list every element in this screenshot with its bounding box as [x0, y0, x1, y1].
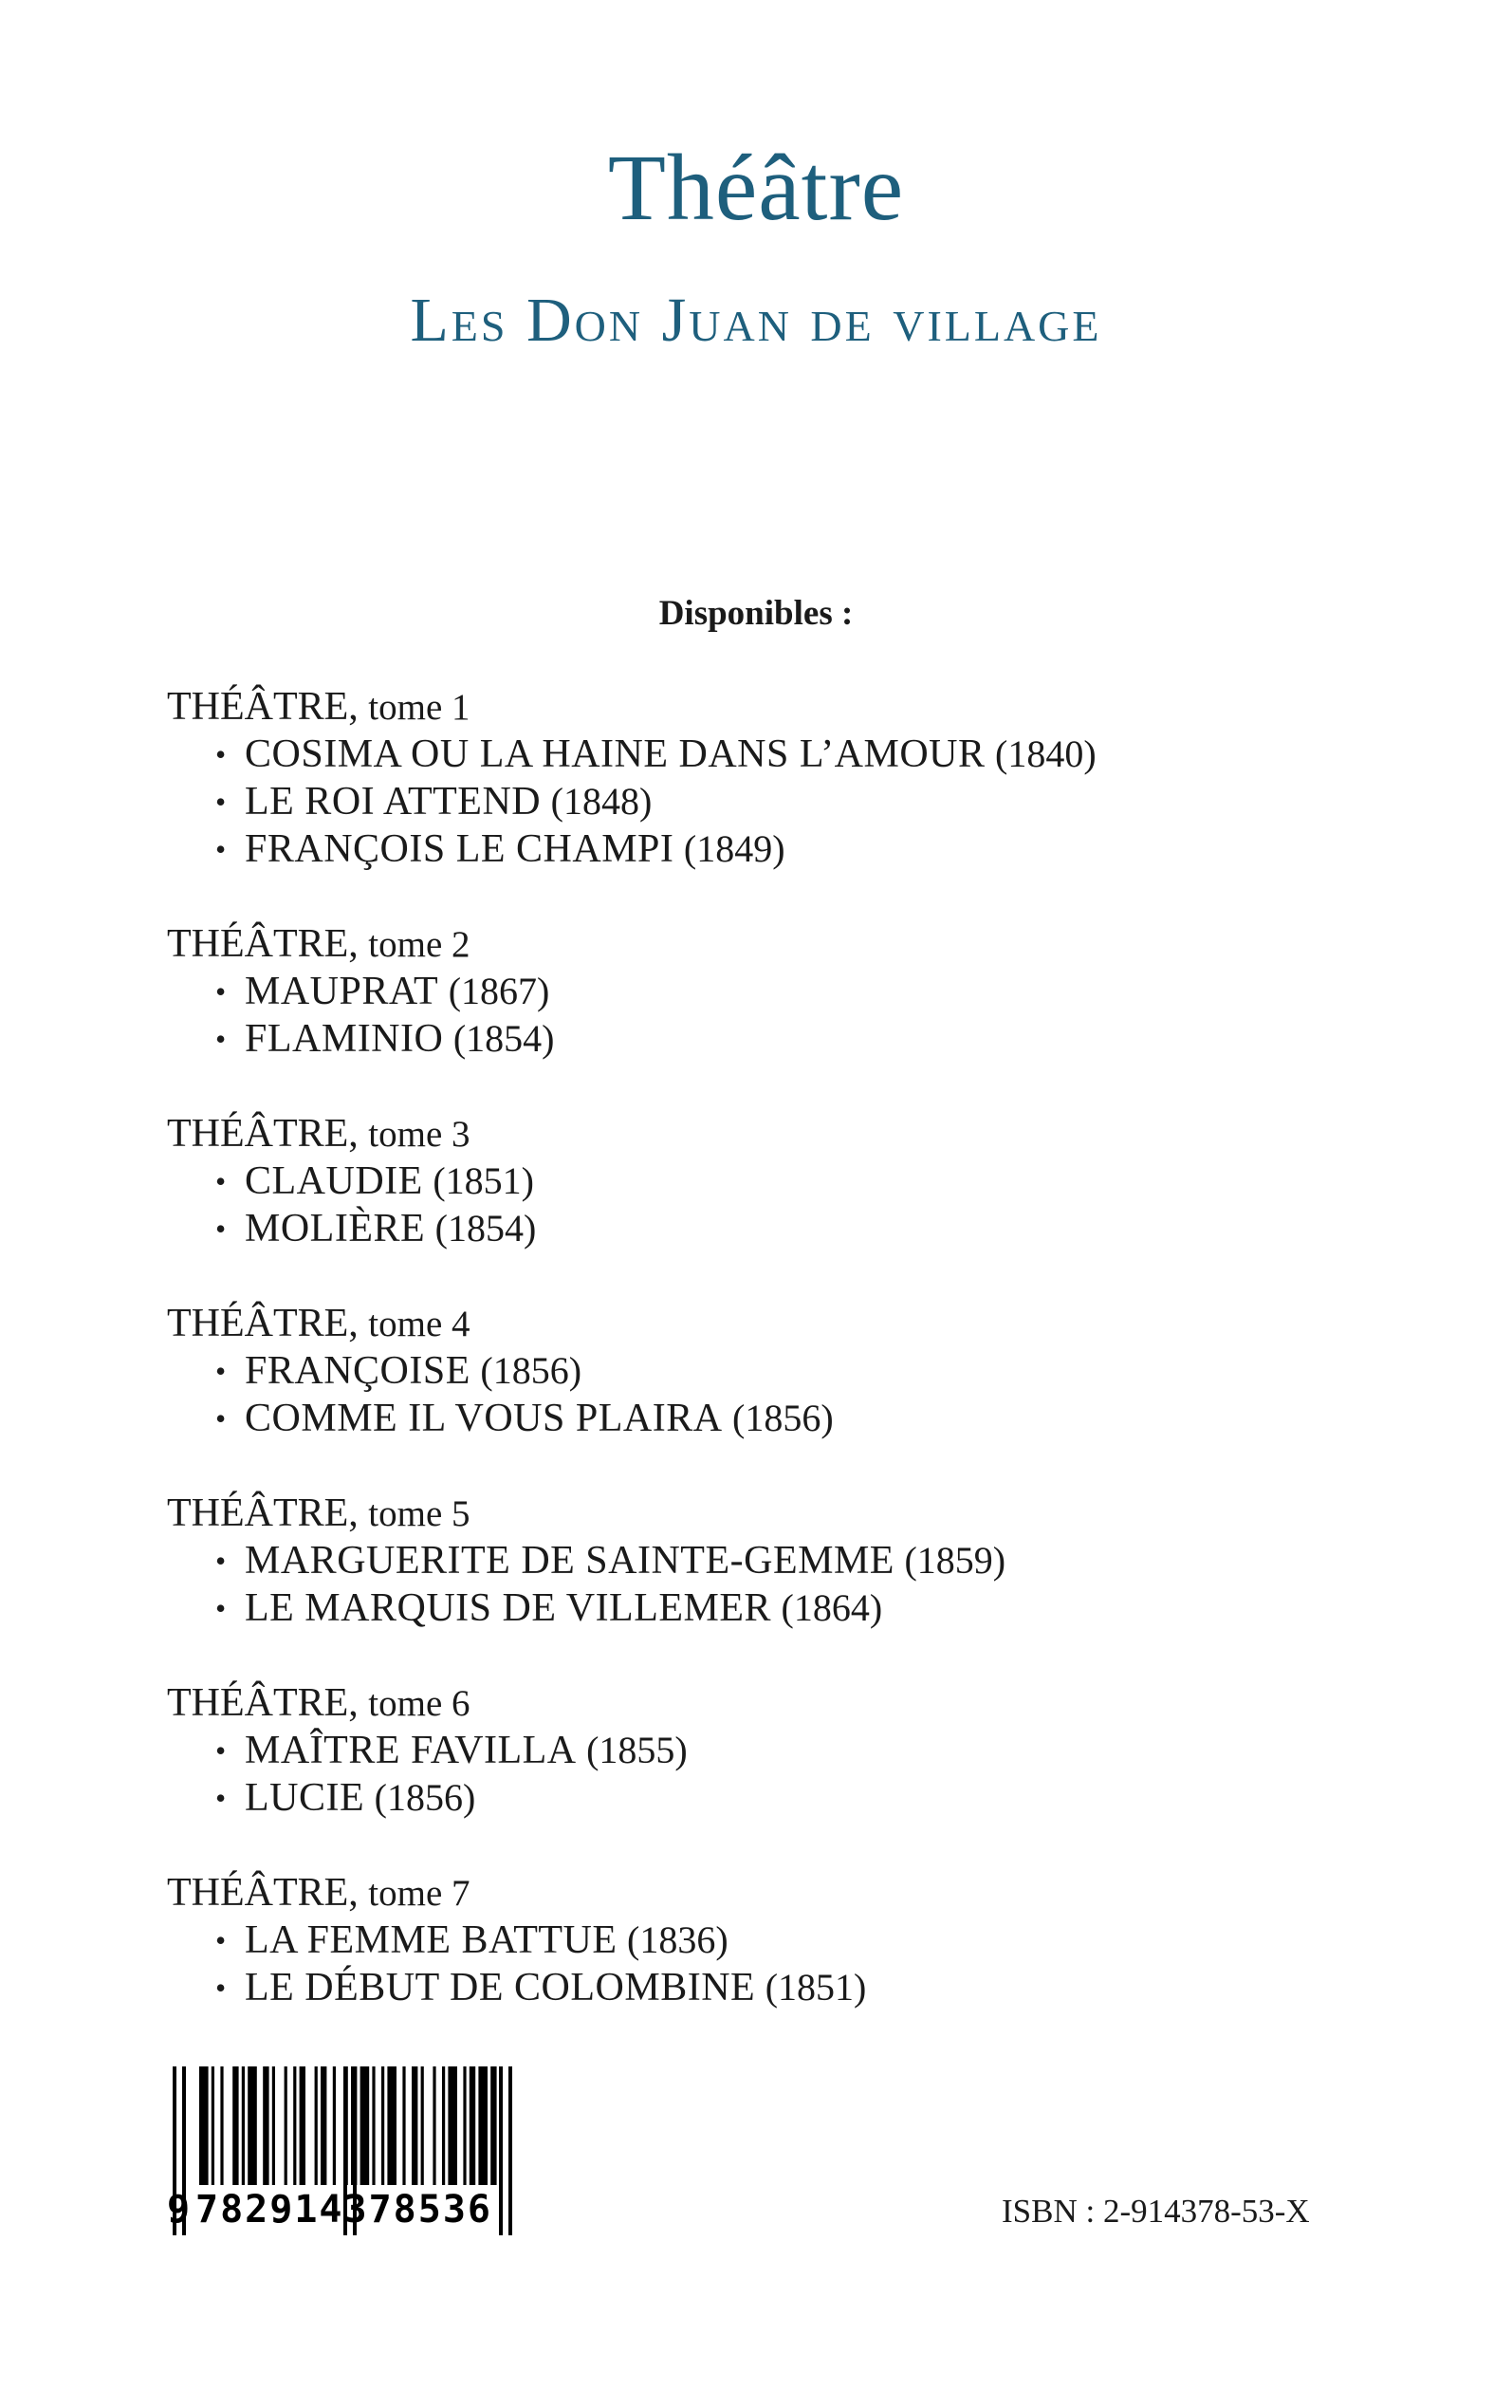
work-year: (1855) — [586, 1729, 688, 1771]
work-item — [167, 968, 1400, 1015]
work-title: LUCIE — [245, 1776, 365, 1820]
volume-entry — [167, 1679, 1400, 1822]
barcode-bar — [433, 2066, 435, 2185]
work-year: (1856) — [732, 1397, 834, 1439]
work-year: (1851) — [765, 1966, 867, 2009]
work-year: (1856) — [480, 1349, 582, 1392]
barcode-bar — [293, 2066, 296, 2185]
volume-series: THÉÂTRE, — [167, 1871, 359, 1915]
bullet-icon: • — [215, 1591, 227, 1625]
bullet-icon: • — [215, 1022, 227, 1056]
volume-heading — [167, 1110, 1400, 1158]
barcode-bar — [470, 2066, 475, 2185]
work-title: CLAUDIE — [245, 1159, 423, 1203]
volume-heading — [167, 1490, 1400, 1537]
work-item — [167, 1584, 1400, 1632]
work-title: MAÎTRE FAVILLA — [245, 1729, 577, 1772]
work-item — [167, 731, 1400, 778]
bullet-icon: • — [215, 1401, 227, 1436]
work-year: (1856) — [374, 1776, 476, 1819]
barcode-bar — [360, 2066, 370, 2185]
work-year: (1859) — [904, 1539, 1006, 1582]
volume-series: THÉÂTRE, — [167, 1681, 359, 1725]
volume-entry — [167, 920, 1400, 1063]
barcode-bar — [232, 2066, 238, 2185]
work-year: (1854) — [452, 1017, 555, 1060]
bullet-icon: • — [215, 1164, 227, 1198]
barcode-bar — [220, 2066, 223, 2185]
available-heading: Disponibles : — [658, 594, 854, 633]
work-title: LE MARQUIS DE VILLEMER — [245, 1586, 772, 1630]
volume-series: THÉÂTRE, — [167, 1491, 359, 1535]
barcode-first-digit: 9 — [167, 2188, 193, 2232]
volume-tome: tome 1 — [368, 687, 470, 728]
volume-tome: tome 2 — [368, 924, 470, 965]
work-title: FRANÇOISE — [245, 1349, 470, 1393]
work-title: MOLIÈRE — [245, 1207, 426, 1250]
volume-series: THÉÂTRE, — [167, 1302, 359, 1345]
work-year: (1840) — [995, 732, 1097, 775]
barcode-bar — [315, 2066, 318, 2185]
barcode-bar — [333, 2066, 336, 2185]
barcode-bar — [300, 2066, 305, 2185]
work-title: LE DÉBUT DE COLOMBINE — [245, 1966, 756, 2010]
volume-entry — [167, 683, 1400, 873]
barcode-bar — [263, 2066, 268, 2185]
volume-heading — [167, 920, 1400, 968]
work-title: LE ROI ATTEND — [245, 780, 542, 824]
work-item — [167, 1158, 1400, 1205]
work-title: COMME IL VOUS PLAIRA — [245, 1397, 723, 1440]
volume-entry — [167, 1300, 1400, 1442]
volume-list — [167, 683, 1400, 2059]
barcode-bar — [478, 2066, 488, 2185]
bullet-icon: • — [215, 1354, 227, 1388]
page-title: Théâtre — [607, 135, 905, 240]
work-item — [167, 1964, 1400, 2011]
work-title: MARGUERITE DE SAINTE-GEMME — [245, 1539, 894, 1583]
barcode-bar — [285, 2066, 287, 2185]
work-title: FRANÇOIS LE CHAMPI — [245, 827, 674, 871]
work-year: (1854) — [434, 1207, 537, 1250]
barcode-bar — [242, 2066, 245, 2185]
work-year: (1848) — [550, 780, 653, 823]
work-item — [167, 778, 1400, 825]
work-year: (1867) — [448, 970, 550, 1012]
volume-heading — [167, 683, 1400, 731]
work-item — [167, 1537, 1400, 1584]
barcode-bar — [402, 2066, 405, 2185]
volume-tome: tome 7 — [368, 1873, 470, 1914]
bullet-icon: • — [215, 1781, 227, 1815]
barcode-bar — [421, 2066, 424, 2185]
volume-entry — [167, 1110, 1400, 1252]
barcode-bar — [381, 2066, 384, 2185]
bullet-icon: • — [215, 974, 227, 1009]
barcode-bar — [272, 2066, 275, 2185]
barcode-bar — [212, 2066, 214, 2185]
volume-tome: tome 4 — [368, 1304, 470, 1344]
barcode-bar — [372, 2066, 375, 2185]
work-item — [167, 825, 1400, 873]
work-title: MAUPRAT — [245, 970, 439, 1013]
bullet-icon: • — [215, 1733, 227, 1768]
work-year: (1849) — [683, 827, 785, 870]
barcode-bar — [199, 2066, 209, 2185]
work-year: (1864) — [781, 1586, 883, 1629]
work-title: COSIMA OU LA HAINE DANS L’AMOUR — [245, 732, 986, 776]
bullet-icon: • — [215, 737, 227, 771]
barcode-bar — [387, 2066, 396, 2185]
barcode — [167, 2066, 518, 2285]
volume-series: THÉÂTRE, — [167, 922, 359, 966]
volume-tome: tome 5 — [368, 1493, 470, 1534]
work-item — [167, 1205, 1400, 1252]
work-item — [167, 1727, 1400, 1774]
bullet-icon: • — [215, 785, 227, 819]
bullet-icon: • — [215, 1923, 227, 1957]
barcode-bar — [463, 2066, 466, 2185]
work-title: LA FEMME BATTUE — [245, 1918, 618, 1962]
volume-entry — [167, 1490, 1400, 1632]
work-year: (1851) — [433, 1159, 534, 1202]
work-item — [167, 1774, 1400, 1822]
work-year: (1836) — [627, 1918, 728, 1961]
work-item — [167, 1917, 1400, 1964]
barcode-bar — [248, 2066, 257, 2185]
barcode-digits — [167, 2185, 518, 2234]
work-item — [167, 1395, 1400, 1442]
volume-series: THÉÂTRE, — [167, 685, 359, 729]
bullet-icon: • — [215, 832, 227, 866]
bullet-icon: • — [215, 1212, 227, 1246]
volume-entry — [167, 1869, 1400, 2011]
barcode-bar — [321, 2066, 326, 2185]
isbn: ISBN : 2-914378-53-X — [1002, 2193, 1310, 2230]
volume-heading — [167, 1300, 1400, 1347]
page-subtitle: Les Don Juan de village — [410, 286, 1102, 355]
work-title: FLAMINIO — [245, 1017, 444, 1061]
barcode-bar — [448, 2066, 457, 2185]
volume-series: THÉÂTRE, — [167, 1112, 359, 1156]
bullet-icon: • — [215, 1971, 227, 2005]
volume-heading — [167, 1869, 1400, 1917]
barcode-bar — [490, 2066, 496, 2185]
volume-heading — [167, 1679, 1400, 1727]
work-item — [167, 1015, 1400, 1063]
volume-tome: tome 6 — [368, 1683, 470, 1724]
barcode-bar — [442, 2066, 445, 2185]
volume-tome: tome 3 — [368, 1114, 470, 1155]
work-item — [167, 1347, 1400, 1395]
barcode-bar — [412, 2066, 417, 2185]
barcode-number: 782914378536 — [195, 2188, 492, 2232]
bullet-icon: • — [215, 1544, 227, 1578]
